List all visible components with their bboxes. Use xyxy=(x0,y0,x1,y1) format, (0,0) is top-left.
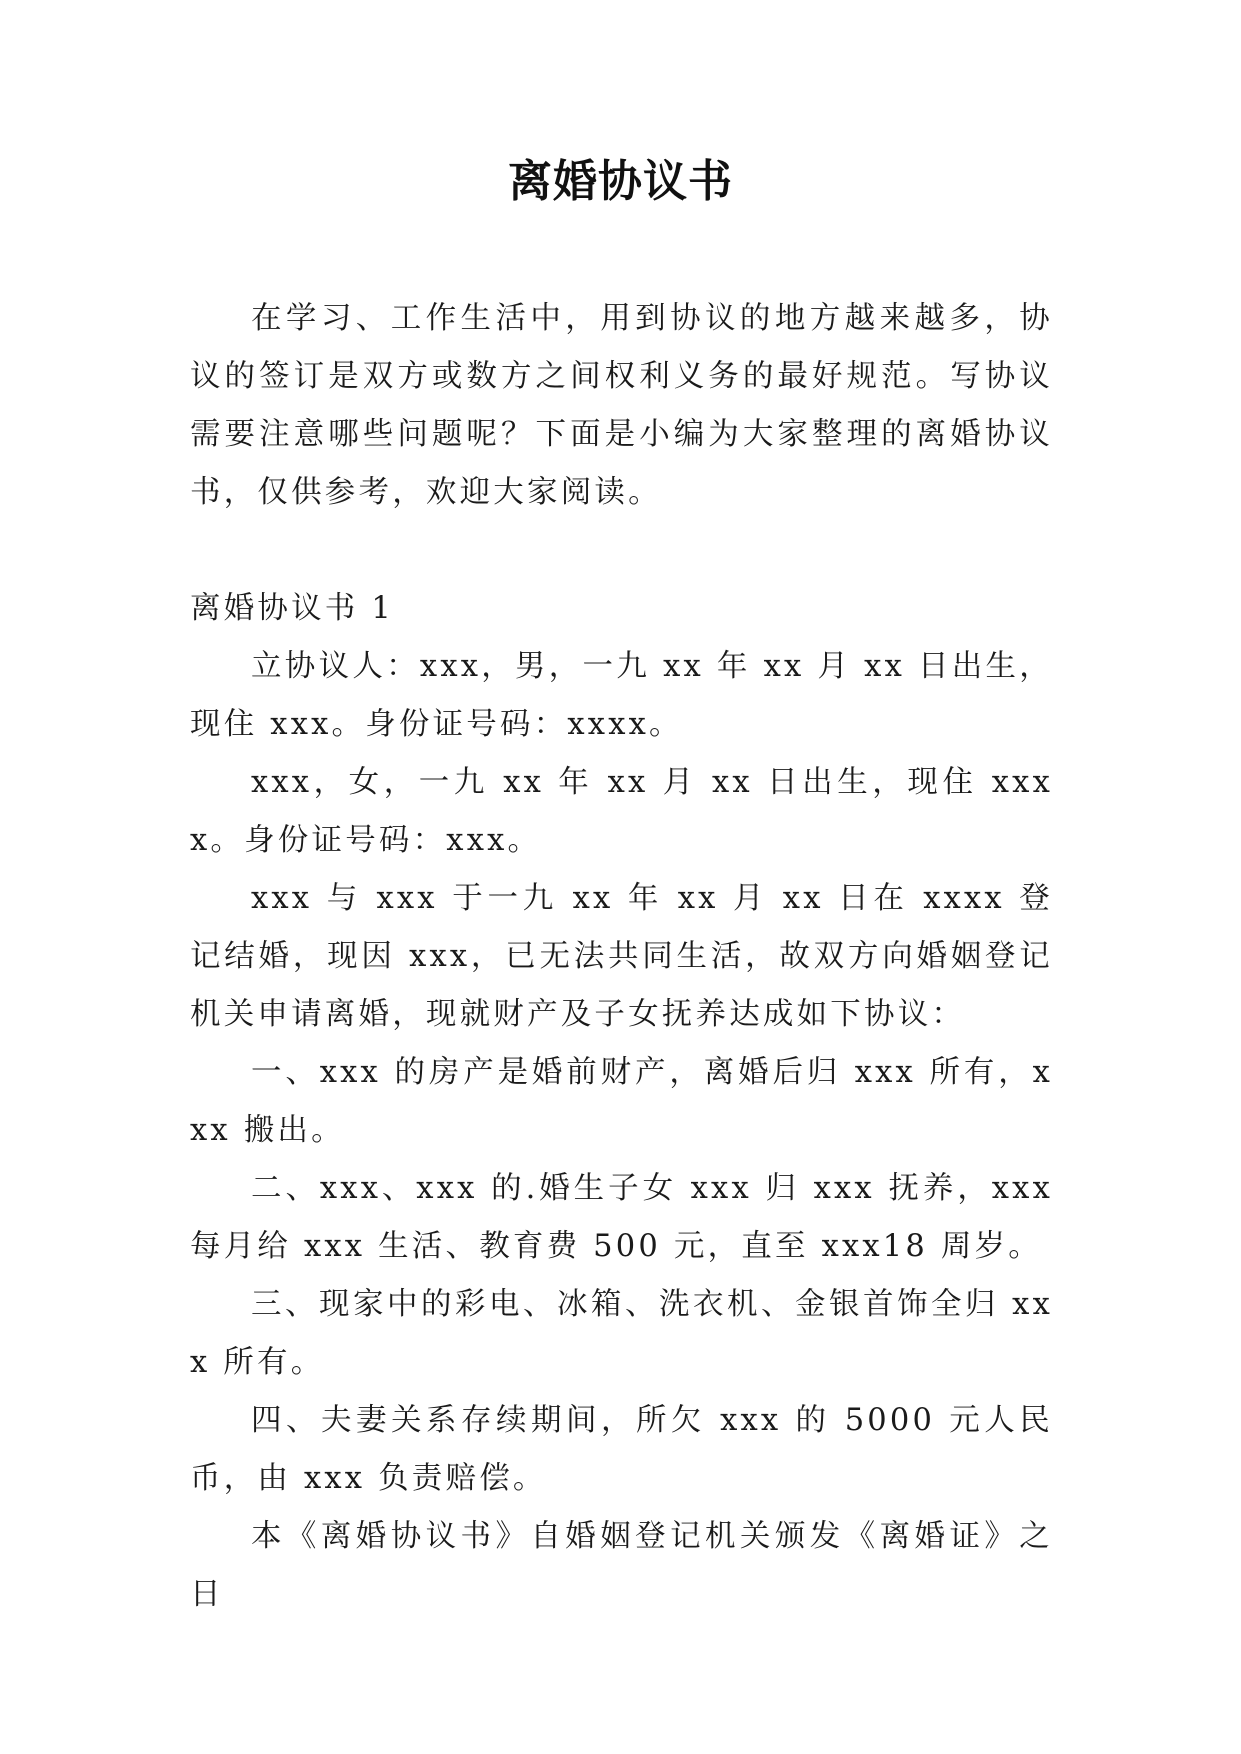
paragraph-effective: 本《离婚协议书》自婚姻登记机关颁发《离婚证》之日 xyxy=(190,1519,1053,1612)
paragraph-party-2: xxx，女，一九 xx 年 xx 月 xx 日出生，现住 xxxx。身份证号码：xxx。 xyxy=(190,765,1053,858)
paragraph-clause-3: 三、现家中的彩电、冰箱、洗衣机、金银首饰全归 xxx 所有。 xyxy=(190,1287,1053,1380)
document-body xyxy=(190,290,1053,1624)
document-title: 离婚协议书 xyxy=(508,156,733,207)
paragraph-marriage: xxx 与 xxx 于一九 xx 年 xx 月 xx 日在 xxxx 登记结婚，现因 xxx，已无法共同生活，故双方向婚姻登记机关申请离婚，现就财产及子女抚养达成如下协议： xyxy=(190,881,1053,1032)
section-heading: 离婚协议书 1 xyxy=(190,591,394,626)
paragraph-party-1: 立协议人：xxx，男，一九 xx 年 xx 月 xx 日出生，现住 xxx。身份证号码：xxxx。 xyxy=(190,649,1053,742)
paragraph-clause-1: 一、xxx 的房产是婚前财产，离婚后归 xxx 所有，xxx 搬出。 xyxy=(190,1055,1053,1148)
intro-paragraph: 在学习、工作生活中，用到协议的地方越来越多，协议的签订是双方或数方之间权利义务的最好规范。写协议需要注意哪些问题呢？下面是小编为大家整理的离婚协议书，仅供参考，欢迎大家阅读。 xyxy=(190,301,1053,510)
paragraph-clause-2: 二、xxx、xxx 的.婚生子女 xxx 归 xxx 抚养，xxx 每月给 xxx 生活、教育费 500 元，直至 xxx18 周岁。 xyxy=(190,1171,1053,1264)
paragraph-clause-4: 四、夫妻关系存续期间，所欠 xxx 的 5000 元人民币，由 xxx 负责赔偿。 xyxy=(190,1403,1053,1496)
